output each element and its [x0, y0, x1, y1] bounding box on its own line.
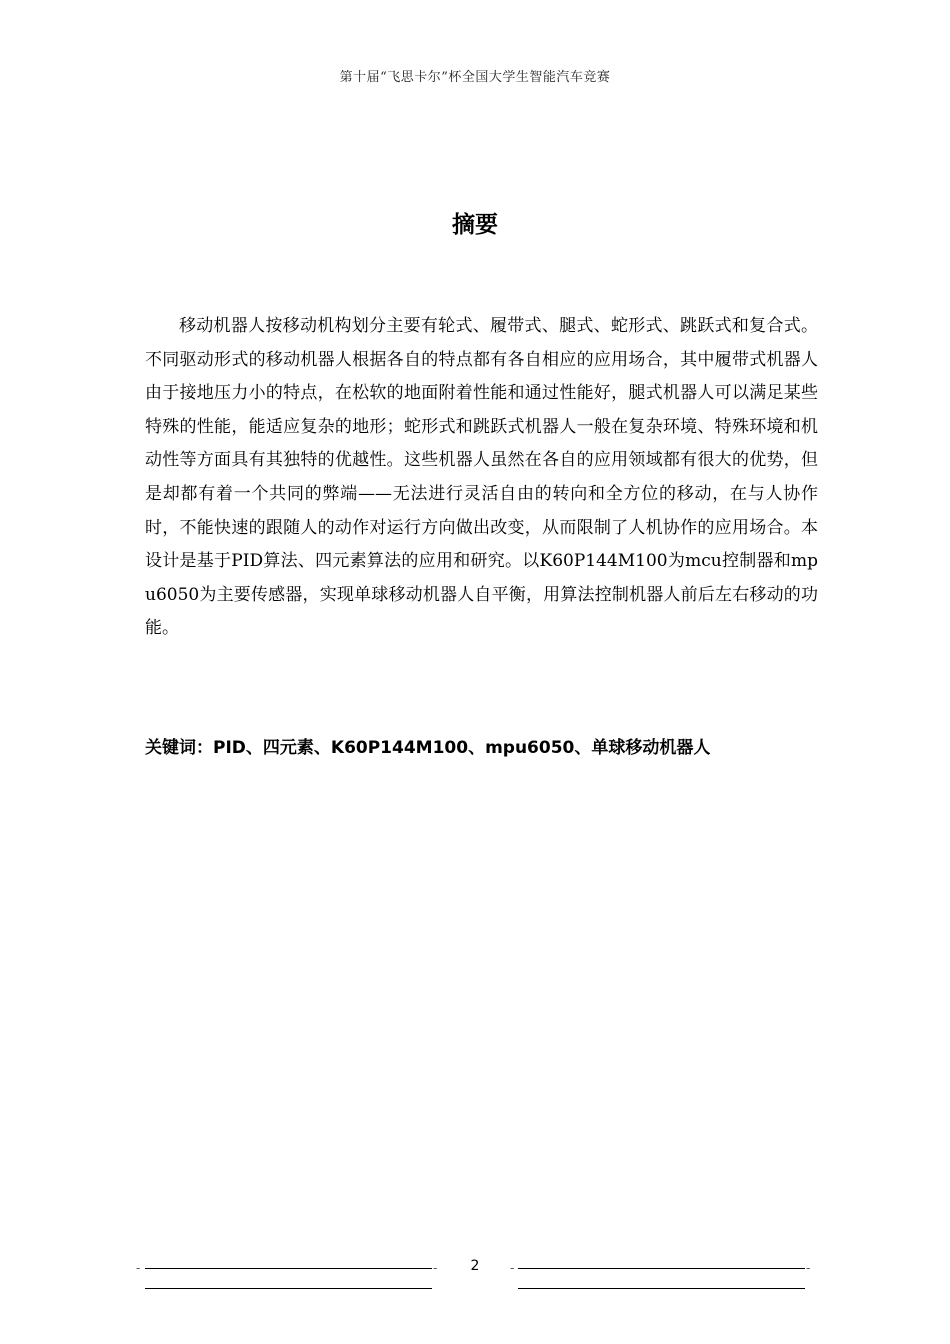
- footer-rule-right-bottom: [518, 1288, 805, 1289]
- page-number: 2: [470, 1258, 480, 1274]
- footer-dash-marker: -: [510, 1261, 515, 1275]
- footer-dash-marker: -: [433, 1261, 438, 1275]
- keywords-line: 关键词：PID、四元素、K60P144M100、mpu6050、单球移动机器人: [145, 738, 711, 758]
- page-title: 摘要: [452, 212, 498, 238]
- abstract-paragraph: 移动机器人按移动机构划分主要有轮式、履带式、腿式、蛇形式、跳跃式和复合式。不同驱动形式的移动机器人根据各自的特点都有各自相应的应用场合，其中履带式机器人由于接地压力小的特点，在松软的地面附着性能和通过性能好，腿式机器人可以满足某些特殊的性能，能适应复杂的地形；蛇形式和跳跃式机器人一般在复杂环境、特殊环境和机动性等方面具有其独特的优越性。这些机器人虽然在各自的应用领域都有很大的优势，但是却都有着一个共同的弊端——无法进行灵活自由的转向和全方位的移动，在与人协作时，不能快速的跟随人的动作对运行方向做出改变，从而限制了人机协作的应用场合。本设计是基于PID算法、四元素算法的应用和研究。以K60P144M100为mcu控制器和mpu6050为主要传感器，实现单球移动机器人自平衡，用算法控制机器人前后左右移动的功能。: [145, 316, 818, 639]
- footer-dash-marker: -: [136, 1261, 141, 1275]
- running-header: 第十届“飞思卡尔”杯全国大学生智能汽车竞赛: [339, 70, 611, 85]
- footer-dash-marker: -: [806, 1261, 811, 1275]
- footer-rule-right-top: [518, 1268, 805, 1269]
- footer-rule-left-top: [145, 1268, 432, 1269]
- footer-rule-left-bottom: [145, 1288, 432, 1289]
